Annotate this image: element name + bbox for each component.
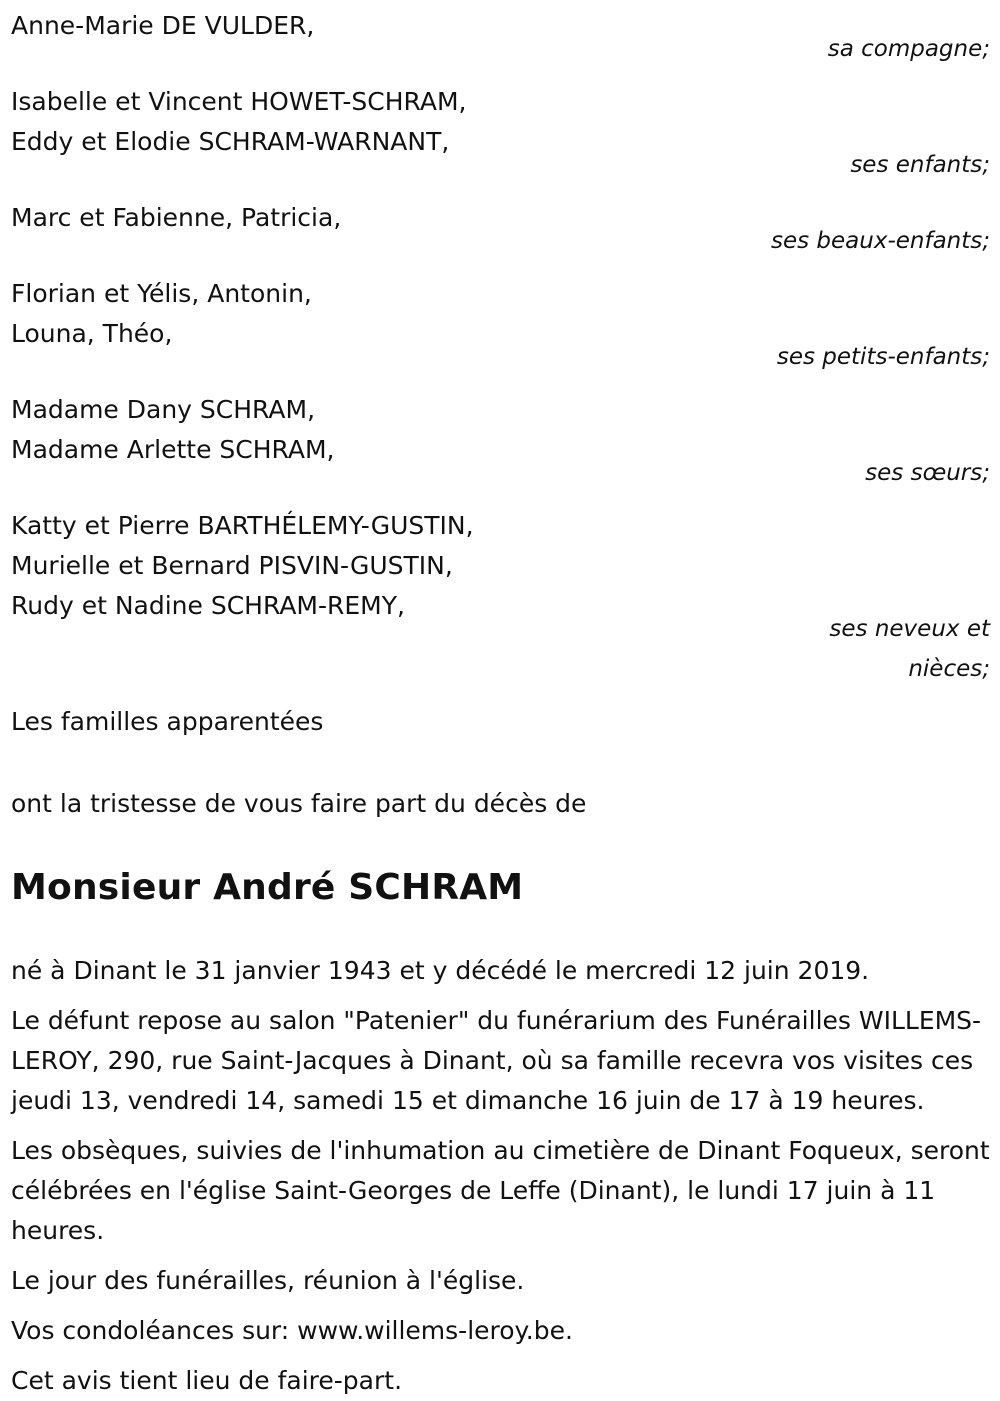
condolences-paragraph: Vos condoléances sur: www.willems-leroy.be. bbox=[11, 1316, 573, 1345]
family-group-children bbox=[11, 82, 990, 185]
relationship-label: ses sœurs; bbox=[865, 460, 990, 486]
family-group-stepchildren bbox=[11, 198, 990, 261]
birth-death-paragraph: né à Dinant le 31 janvier 1943 et y décédé le mercredi 12 juin 2019. bbox=[11, 956, 870, 985]
relationship-label: ses beaux-enfants; bbox=[770, 228, 990, 254]
obituary-notice bbox=[0, 6, 1000, 1395]
relationship-label: ses petits-enfants; bbox=[776, 344, 990, 370]
relationship-label: ses enfants; bbox=[850, 152, 990, 178]
relationship-label: nièces; bbox=[908, 656, 990, 682]
visitation-paragraph: Le défunt repose au salon "Patenier" du funérarium des Funérailles WILLEMS-LEROY, 290, rue Saint-Jacques à Dinant, où sa famille recevra vos visites ces jeudi 13, vendredi 14, samedi 15 et dimanche 16 juin de 17 à 19 heures. bbox=[11, 1006, 982, 1115]
relationship-label: sa compagne; bbox=[827, 36, 990, 62]
family-group-partner bbox=[11, 6, 990, 69]
family-name-line: Isabelle et Vincent HOWET-SCHRAM, bbox=[11, 87, 467, 116]
funeral-service-paragraph: Les obsèques, suivies de l'inhumation au cimetière de Dinant Foqueux, seront célébrées en l'église Saint-Georges de Leffe (Dinant), le lundi 17 juin à 11 heures. bbox=[11, 1136, 990, 1245]
family-group-nephews-nieces bbox=[11, 506, 990, 689]
relationship-label: ses neveux et bbox=[829, 616, 990, 642]
family-name-line: Louna, Théo, bbox=[11, 319, 173, 348]
related-families-line: Les familles apparentées bbox=[11, 707, 324, 736]
family-name-line: Marc et Fabienne, Patricia, bbox=[11, 203, 342, 232]
family-name-line: Katty et Pierre BARTHÉLEMY-GUSTIN, bbox=[11, 511, 474, 540]
family-name-line: Eddy et Elodie SCHRAM-WARNANT, bbox=[11, 127, 450, 156]
family-group-grandchildren bbox=[11, 274, 990, 377]
family-group-sisters bbox=[11, 390, 990, 493]
announcement-intro: ont la tristesse de vous faire part du décès de bbox=[11, 789, 587, 818]
family-name-line: Florian et Yélis, Antonin, bbox=[11, 279, 312, 308]
deceased-name-heading: Monsieur André SCHRAM bbox=[11, 867, 524, 908]
family-name-line: Madame Arlette SCHRAM, bbox=[11, 435, 335, 464]
family-name-line: Murielle et Bernard PISVIN-GUSTIN, bbox=[11, 551, 453, 580]
closing-paragraph: Cet avis tient lieu de faire-part. bbox=[11, 1366, 403, 1395]
family-name-line: Anne-Marie DE VULDER, bbox=[11, 11, 315, 40]
gathering-paragraph: Le jour des funérailles, réunion à l'église. bbox=[11, 1266, 525, 1295]
family-name-line: Rudy et Nadine SCHRAM-REMY, bbox=[11, 591, 405, 620]
family-name-line: Madame Dany SCHRAM, bbox=[11, 395, 316, 424]
